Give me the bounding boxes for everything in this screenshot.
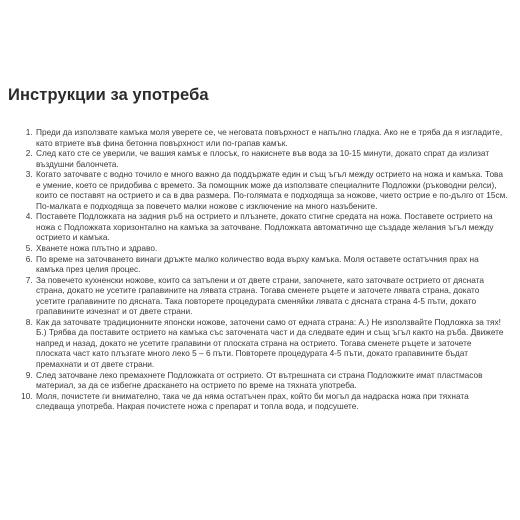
list-item: 4. Поставете Подложката на задния ръб на острието и плъзнете, докато стигне средата на ножа. Поставете острието на ножа с Подложката хоризонтално на камъка за заточване. Подложката автоматично ще създаде желания ъгъл между острието и камъка. [35, 211, 508, 243]
list-item: 7. За повечето кухненски ножове, които са затъпени и от двете страни, започнете, като заточвате острието от дясната страна, докато не усетите грапавините на лявата страна. Тогава сменете ръцете и заточете лявата страна, докато усетите грапавините по дясната. Така повторете процедурата сменяйки лявата с дясната страна 4-5 пъти, докато грапавините изчезнат и от двете страни. [35, 275, 508, 317]
list-item: 3. Когато заточвате с водно точило е много важно да поддържате един и същ ъгъл между острието на ножа и камъка. Това е умение, което се придобива с времето. За помощник може да използвате специалните Подложки (ръководни релси), които се поставят на острието и са в два размера. По-голямата е подходяща за ножове, чието острие е по-дълго от 15см. По-малката е подходяща за повечето малки ножове с изключение на много назъбените. [35, 169, 508, 211]
list-item: 1. Преди да използвате камъка моля уверете се, че неговата повърхност е напълно гладка. Ако не е тряба да я изгладите, като втриете във фина бетонна повърхност или по-грапав камък. [35, 127, 508, 148]
list-item: 2. След като сте се уверили, че вашия камък е плосък, го накиснете във вода за 10-15 минути, докато спрат да излизат въздушни балончета. [35, 148, 508, 169]
page-title: Инструкции за употреба [8, 86, 209, 104]
list-item: 8. Как да заточвате традиционните японски ножове, заточени само от едната страна: А.) Не използвайте Подложка за тях! Б.) Трябва да поставите острието на камъка със заточената част и да следвате един и същ ъгъл както на ръба. Движете напред и назад, докато не усетите грапавини от плоската страна на острието. Тогава сменете ръцете и заточете плоската част като плъзгате много леко 5 – 6 пъти. Повторете процедурата 4-5 пъти, докато грапавините бъдат премахнати и от двете страни. [35, 317, 508, 370]
list-item: 5. Хванете ножа плътно и здраво. [35, 243, 508, 254]
instructions-list [0, 127, 508, 412]
list-item: 6. По време на заточването винаги дръжте малко количество вода върху камъка. Моля оставете остатъчния прах на камъка през целия процес. [35, 254, 508, 275]
list-item: 9. След заточване леко премахнете Подложката от острието. От вътрешната си страна Подложките имат пластмасов материал, за да се избегне драскането на острието по време на тяхната употреба. [35, 370, 508, 391]
list-item: 10. Моля, почистете ги внимателно, така че да няма остатъчен прах, който би могъл да надраска ножа при тяхната следваща употреба. Накрая почистете ножа с препарат и топла вода, и подсушете. [35, 391, 508, 412]
